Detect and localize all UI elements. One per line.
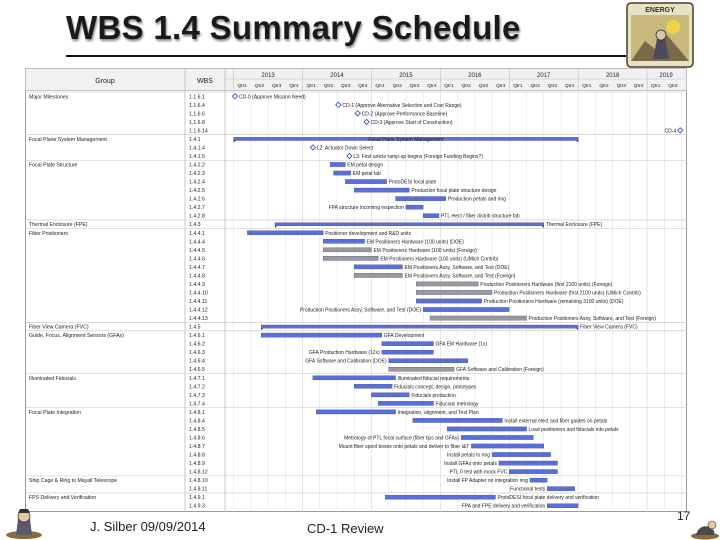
wbs-code: 1.4.4.6: [189, 256, 205, 263]
wbs-code: 1.4.2.2: [189, 162, 205, 169]
wbs-code: 1.4.8.6: [189, 435, 205, 442]
group-label: Major Milestones: [29, 94, 69, 101]
task-bar: [323, 239, 364, 243]
task-bar: [382, 342, 434, 346]
task-label: Fiducials production: [411, 392, 456, 399]
milestone-label: CD-1 (Approve Alternative Selection and Cost Range): [342, 102, 462, 109]
task-bar: [382, 350, 434, 354]
wbs-code: 1.1.6.4: [189, 102, 205, 109]
task-bar: [389, 367, 454, 371]
task-bar: [447, 427, 526, 431]
task-bar: [461, 435, 533, 439]
wbs-code: 1.4.6.5: [189, 367, 205, 374]
energy-logo-icon: [625, 1, 695, 69]
task-label: GFA Development: [383, 333, 425, 340]
review-label: CD-1 Review: [307, 521, 384, 536]
wbs-code: 1.1.6.6: [189, 111, 205, 118]
task-label: Production Positioners Hardware (remaining 3100 units) (DOE): [483, 299, 624, 305]
task-label: Production Positioners Assy, Software, and Test (DOE): [299, 307, 422, 314]
task-label: Production focal plate structure design: [411, 188, 497, 195]
wbs-code: 1.4.1.5: [189, 153, 205, 160]
scientist-mascot-icon: [690, 515, 720, 540]
scientist-mascot-icon: [4, 507, 44, 540]
title-underline: [66, 55, 626, 57]
year-label: 2013: [261, 73, 275, 79]
task-label: Production petals and ring: [447, 196, 506, 203]
task-bar: [499, 461, 558, 465]
wbs-code: 1.4.2.6: [189, 196, 205, 203]
task-label: Install external elect and fiber guides on petals: [504, 418, 608, 425]
task-bar: [354, 273, 402, 277]
year-label: 2018: [605, 73, 620, 79]
wbs-code: 1.4.8.7: [189, 444, 205, 451]
task-label: Fiber View Camera (FVC): [580, 324, 638, 331]
task-label: EM Positioners Assy, Software, and Test (Foreign): [404, 273, 516, 280]
task-bar: [423, 214, 439, 218]
task-bar: [471, 444, 543, 448]
quarter-label: Qtr3: [272, 84, 282, 89]
task-label: Fiducials concept, design, prototypes: [394, 384, 477, 391]
quarter-label: Qtr3: [616, 84, 626, 89]
task-bar: [371, 393, 409, 397]
task-bar: [492, 452, 551, 456]
summary-bar: [261, 325, 578, 328]
wbs-code: 1.4.4.10: [189, 290, 208, 297]
task-bar: [330, 162, 345, 166]
group-label: Focal Plane System Management: [29, 136, 107, 143]
group-label: Focal Plate Structure: [29, 162, 78, 169]
group-label: Fiber Positioners: [29, 230, 68, 237]
wbs-code: 1.4.5: [189, 324, 201, 331]
task-bar: [406, 205, 423, 209]
task-label: Fiducials metrology: [435, 401, 479, 408]
task-label: Focal Plane System Management: [368, 136, 444, 143]
wbs-column-header: WBS: [197, 78, 213, 85]
wbs-code: 1.4.6.2: [189, 341, 205, 348]
author-date: J. Silber 09/09/2014: [90, 519, 206, 534]
summary-bar: [275, 223, 544, 226]
milestone-label: L3: First article ramp-up begins (Foreign Funding Begins?): [353, 153, 483, 160]
task-bar: [261, 333, 382, 337]
task-label: Functional tests: [510, 486, 546, 493]
task-bar: [423, 307, 509, 311]
task-bar: [323, 256, 378, 260]
gantt-chart: [25, 68, 687, 512]
quarter-label: Qtr1: [306, 84, 316, 89]
wbs-code: 1.4.7.3: [189, 392, 205, 399]
group-column-header: Group: [95, 78, 115, 85]
task-label: Illuminated fiducial requirements: [397, 375, 470, 382]
task-label: Thermal Enclosure (FPE): [545, 222, 603, 229]
wbs-code: 1.4.9.3: [189, 503, 205, 510]
wbs-code: 1.4.8.5: [189, 426, 205, 433]
wbs-code: 1.4.2.4: [189, 179, 205, 186]
task-label: Production Positioners Hardware (first 2100 units) (UMich Contrib): [494, 290, 641, 297]
task-bar: [313, 376, 396, 380]
quarter-label: Qtr3: [340, 84, 351, 89]
quarter-label: Qtr2: [530, 84, 540, 89]
wbs-code: 1.4.2.5: [189, 188, 205, 195]
wbs-code: 1.4.4.12: [189, 307, 208, 314]
task-label: EM petal design: [347, 162, 384, 169]
task-label: GFA EM Hardware (1x): [435, 341, 488, 348]
wbs-code: 1.4.4.1: [189, 230, 205, 237]
task-label: Install petals to ring: [446, 452, 491, 459]
task-bar: [323, 248, 371, 252]
quarter-label: Qtr4: [427, 84, 437, 89]
task-bar: [430, 316, 526, 320]
task-bar: [247, 231, 323, 235]
milestone-label: CD-3 (Approve Start of Construction): [370, 119, 453, 126]
quarter-label: Qtr3: [478, 84, 489, 89]
wbs-code: 1.4.4.9: [189, 281, 205, 288]
task-label: Mount fiber spool boxes onto petals and deliver to fiber I&T: [338, 444, 470, 451]
milestone-label: CD-2 (Approve Performance Baseline): [361, 111, 448, 118]
task-label: Integration, alignment, and Test Plan: [397, 409, 479, 416]
task-label: EM Positioners Hardware (100 units) (UMich Contrib): [380, 256, 499, 263]
group-label: FPS Delivery and Verification: [29, 495, 97, 502]
task-bar: [413, 418, 503, 422]
group-label: Fiber View Camera (FVC): [29, 324, 89, 331]
year-label: 2015: [399, 73, 413, 79]
task-label: EM Positioners Assy, Software, and Test (DOE): [404, 264, 510, 271]
quarter-label: Qtr2: [254, 84, 265, 89]
task-bar: [416, 299, 481, 303]
wbs-code: 1.4.4.11: [189, 299, 208, 305]
milestone-label: CD-4: [664, 128, 677, 135]
task-label: FPA structure incoming inspection: [328, 205, 404, 212]
task-label: GFA Production Hardware (12x): [308, 350, 380, 357]
quarter-label: Qtr4: [633, 84, 644, 89]
task-label: PTL 0 test with mock FVC: [449, 469, 508, 476]
task-bar: [530, 478, 547, 482]
wbs-code: 1.4.1: [189, 136, 201, 143]
group-label: Thermal Enclosure (FPE): [29, 222, 88, 229]
wbs-code: 1.4.8.1: [189, 409, 205, 416]
group-label: Guide, Focus, Alignment Sensors (GFAs): [29, 333, 124, 340]
wbs-code: 1.4.8.12: [189, 469, 208, 476]
quarter-label: Qtr4: [564, 84, 575, 89]
wbs-code: 1.4.6.1: [189, 333, 205, 340]
quarter-label: Qtr2: [323, 84, 334, 89]
wbs-code: 1.4.7.2: [189, 384, 205, 391]
wbs-code: 1.4.8.4: [189, 418, 205, 425]
task-bar: [354, 384, 392, 388]
wbs-code: 1.4.3: [189, 222, 201, 229]
task-bar: [389, 359, 468, 363]
year-label: 2019: [659, 73, 673, 79]
wbs-code: 1.4.2.8: [189, 213, 205, 220]
task-bar: [416, 282, 478, 286]
wbs-code: 1.4.8.9: [189, 461, 205, 468]
wbs-code: 1.1.6.14: [189, 128, 208, 135]
task-label: Metrology of PTL focal surface (fiber tips and GFAs): [344, 435, 460, 442]
quarter-label: Qtr4: [289, 84, 299, 89]
task-bar: [316, 410, 395, 414]
quarter-label: Qtr2: [668, 84, 678, 89]
wbs-code: 1.4.8.10: [189, 478, 208, 485]
year-label: 2017: [537, 73, 551, 79]
task-label: EM Positioners Hardware (100 units) (DOE): [366, 239, 464, 246]
quarter-label: Qtr1: [582, 84, 592, 89]
task-bar: [354, 265, 402, 269]
task-label: Production Positioners Hardware (first 2100 units) (Foreign): [480, 281, 613, 288]
logo-text: ENERGY: [645, 7, 675, 14]
task-bar: [345, 179, 386, 183]
task-bar: [334, 171, 351, 175]
task-label: EM petal fab: [352, 171, 381, 178]
milestone-label: L2: Actuator Down Select: [316, 145, 374, 152]
task-label: Production Positioners Assy, Software, and Test (Foreign): [528, 316, 656, 323]
task-bar: [547, 487, 575, 491]
task-label: Load positioners and fiducials into petals: [528, 426, 619, 433]
year-label: 2016: [468, 73, 482, 79]
task-label: Install GFAs onto petals: [444, 461, 497, 468]
quarter-label: Qtr1: [651, 84, 661, 89]
group-label: Focal Plate Integration: [29, 409, 81, 416]
milestone-label: CD-0 (Approve Mission Need): [238, 94, 306, 101]
page-number: 17: [677, 509, 691, 523]
year-label: 2014: [330, 73, 344, 79]
task-label: PTL elect / fiber distrib structure fab: [440, 213, 520, 220]
wbs-code: 1.4.7.4: [189, 401, 205, 408]
task-bar: [416, 290, 492, 294]
slide-title: WBS 1.4 Summary Schedule: [66, 9, 521, 46]
group-label: Ship Cage & Ring to Mayall Telescope: [29, 478, 118, 485]
wbs-code: 1.4.2.7: [189, 205, 205, 212]
wbs-code: 1.1.6.1: [189, 94, 205, 101]
task-bar: [378, 401, 433, 405]
task-bar: [547, 504, 578, 508]
quarter-label: Qtr4: [358, 84, 368, 89]
quarter-label: Qtr1: [513, 84, 523, 89]
quarter-label: Qtr3: [547, 84, 558, 89]
task-label: FPA and FPE delivery and verification: [461, 503, 546, 510]
task-label: ProtoDESI focal plate: [388, 179, 437, 186]
task-label: GFA Software and Calibration (DOE): [305, 358, 387, 365]
wbs-code: 1.4.6.4: [189, 358, 205, 365]
quarter-label: Qtr3: [409, 84, 420, 89]
task-bar: [385, 495, 495, 499]
wbs-code: 1.1.6.8: [189, 119, 205, 126]
wbs-code: 1.4.1.4: [189, 145, 205, 152]
wbs-code: 1.4.8.8: [189, 452, 205, 459]
wbs-code: 1.4.6.3: [189, 350, 205, 357]
task-bar: [396, 197, 446, 201]
quarter-label: Qtr1: [444, 84, 454, 89]
wbs-code: 1.4.4.4: [189, 239, 205, 246]
quarter-label: Qtr1: [375, 84, 385, 89]
wbs-code: 1.4.4.5: [189, 247, 205, 254]
group-label: Illuminated Fiducials: [29, 375, 76, 382]
wbs-code: 1.4.4.7: [189, 264, 205, 271]
quarter-label: Qtr2: [461, 84, 471, 89]
task-label: Positioner development and R&D units: [325, 230, 412, 237]
task-label: ProtoDESI focal plate delivery and verification: [497, 495, 599, 502]
task-bar: [509, 470, 557, 474]
wbs-code: 1.4.9.1: [189, 495, 205, 502]
quarter-label: Qtr4: [495, 84, 506, 89]
wbs-code: 1.4.4.8: [189, 273, 205, 280]
task-label: Install FP Adapter on integration ring: [447, 478, 528, 485]
task-label: EM Positioners Hardware (100 units) (Foreign): [373, 247, 477, 254]
wbs-code: 1.4.7.1: [189, 375, 205, 382]
task-bar: [354, 188, 409, 192]
wbs-code: 1.4.4.13: [189, 316, 208, 323]
quarter-label: Qtr1: [237, 84, 247, 89]
quarter-label: Qtr2: [599, 84, 609, 89]
wbs-code: 1.4.8.11: [189, 486, 208, 493]
task-label: GFA Software and Calibration (Foreign): [456, 367, 544, 374]
quarter-label: Qtr2: [392, 84, 402, 89]
wbs-code: 1.4.2.3: [189, 171, 205, 178]
